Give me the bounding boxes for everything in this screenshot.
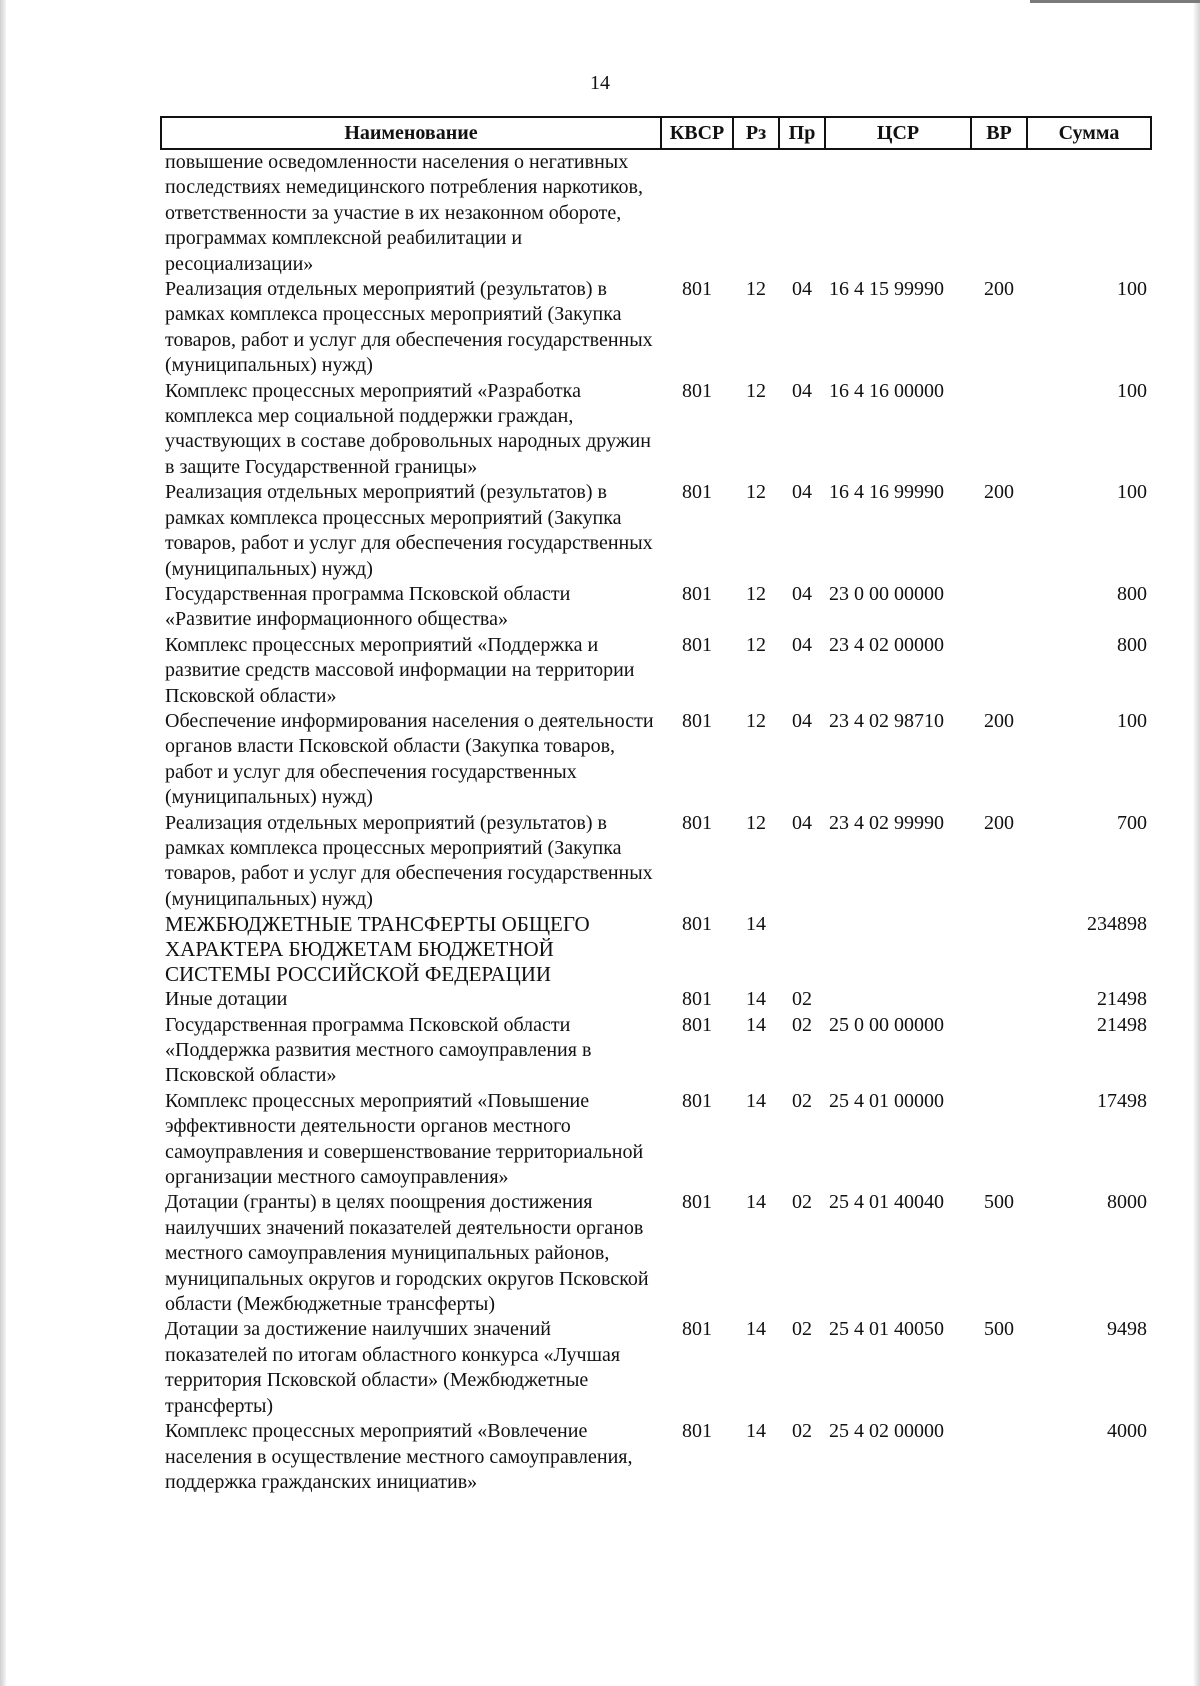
row-csr: 25 4 02 00000	[829, 1420, 944, 1443]
table-row	[161, 1190, 1151, 1317]
row-rz	[733, 149, 779, 277]
scan-edge-top	[1030, 0, 1200, 3]
budget-table	[160, 116, 1152, 1495]
row-vr	[971, 379, 1027, 481]
row-csr: 23 0 00 00000	[829, 582, 944, 605]
table-row	[161, 811, 1151, 913]
row-kvsr: 801	[682, 481, 712, 504]
scan-edge-right	[1194, 0, 1200, 1686]
row-csr: 25 0 00 00000	[829, 1013, 944, 1036]
row-pr: 02	[792, 1420, 812, 1443]
row-sum: 4000	[1107, 1420, 1147, 1443]
row-sum: 234898	[1087, 913, 1147, 936]
row-name: Комплекс процессных мероприятий «Разработка комплекса мер социальной поддержки граждан, участвующих в составе добровольных народных дружин в защите Государственной границы»	[165, 379, 651, 478]
row-rz: 12	[746, 481, 766, 504]
row-pr: 04	[792, 709, 812, 732]
row-pr	[779, 912, 825, 987]
table-row	[161, 987, 1151, 1012]
row-csr: 23 4 02 99990	[829, 811, 944, 834]
row-vr: 200	[984, 278, 1014, 301]
row-pr: 02	[792, 988, 812, 1011]
row-sum: 100	[1117, 481, 1147, 504]
row-rz: 12	[746, 278, 766, 301]
row-csr: 16 4 16 99990	[829, 481, 944, 504]
row-kvsr	[661, 149, 733, 277]
row-name: Реализация отдельных мероприятий (результатов) в рамках комплекса процессных мероприятий (Закупка товаров, работ и услуг для обеспечения государственных (муниципальных) нужд)	[165, 811, 653, 910]
row-sum: 100	[1117, 709, 1147, 732]
row-kvsr: 801	[682, 582, 712, 605]
row-sum: 9498	[1107, 1318, 1147, 1341]
table-row	[161, 379, 1151, 481]
header-kvsr: КВСР	[661, 117, 733, 149]
row-sum: 100	[1117, 278, 1147, 301]
row-kvsr: 801	[682, 1420, 712, 1443]
row-vr	[971, 582, 1027, 633]
row-vr: 500	[984, 1191, 1014, 1214]
header-vr: ВР	[971, 117, 1027, 149]
table-row	[161, 582, 1151, 633]
table-row	[161, 1013, 1151, 1089]
row-sum: 800	[1117, 582, 1147, 605]
row-vr: 200	[984, 709, 1014, 732]
row-csr	[825, 149, 971, 277]
table-row	[161, 1419, 1151, 1495]
row-vr	[971, 149, 1027, 277]
row-rz: 12	[746, 633, 766, 656]
row-csr: 25 4 01 00000	[829, 1089, 944, 1112]
row-rz: 14	[746, 1191, 766, 1214]
row-name: Комплекс процессных мероприятий «Вовлечение населения в осуществление местного самоуправления, поддержка гражданских инициатив»	[165, 1420, 633, 1493]
row-rz: 14	[746, 1420, 766, 1443]
header-sum: Сумма	[1027, 117, 1151, 149]
row-rz: 14	[746, 1013, 766, 1036]
row-kvsr: 801	[682, 633, 712, 656]
scan-edge-left	[0, 0, 6, 1686]
row-vr	[971, 912, 1027, 987]
row-name: Реализация отдельных мероприятий (результатов) в рамках комплекса процессных мероприятий (Закупка товаров, работ и услуг для обеспечения государственных (муниципальных) нужд)	[165, 278, 653, 377]
row-name: МЕЖБЮДЖЕТНЫЕ ТРАНСФЕРТЫ ОБЩЕГО ХАРАКТЕРА БЮДЖЕТАМ БЮДЖЕТНОЙ СИСТЕМЫ РОССИЙСКОЙ ФЕДЕРАЦИИ	[165, 912, 590, 987]
table-row	[161, 709, 1151, 811]
table-row	[161, 149, 1151, 277]
row-name: Дотации за достижение наилучших значений показателей по итогам областного конкурса «Лучшая территория Псковской области» (Межбюджетные трансферты)	[165, 1318, 621, 1417]
row-name: Комплекс процессных мероприятий «Поддержка и развитие средств массовой информации на территории Псковской области»	[165, 633, 635, 707]
row-vr	[971, 987, 1027, 1012]
row-kvsr: 801	[682, 1318, 712, 1341]
row-kvsr: 801	[682, 379, 712, 402]
row-name: Комплекс процессных мероприятий «Повышение эффективности деятельности органов местного самоуправления и совершенствование территориальной организации местного самоуправления»	[165, 1089, 644, 1189]
row-rz: 14	[746, 988, 766, 1011]
row-kvsr: 801	[682, 1013, 712, 1036]
row-csr: 23 4 02 98710	[829, 709, 944, 732]
header-pr: Пр	[779, 117, 825, 149]
row-rz: 14	[746, 1089, 766, 1112]
row-rz: 12	[746, 811, 766, 834]
row-pr: 02	[792, 1089, 812, 1112]
header-csr: ЦСР	[825, 117, 971, 149]
row-vr: 200	[984, 811, 1014, 834]
row-kvsr: 801	[682, 1191, 712, 1214]
table-row	[161, 277, 1151, 379]
table-row	[161, 633, 1151, 709]
row-vr	[971, 633, 1027, 709]
table-row	[161, 1089, 1151, 1191]
row-vr: 500	[984, 1318, 1014, 1341]
table-header-row	[161, 117, 1151, 149]
row-pr: 04	[792, 481, 812, 504]
row-kvsr: 801	[682, 709, 712, 732]
row-csr: 16 4 16 00000	[829, 379, 944, 402]
table-row	[161, 912, 1151, 987]
row-sum: 21498	[1097, 1013, 1147, 1036]
row-vr: 200	[984, 481, 1014, 504]
row-sum: 17498	[1097, 1089, 1147, 1112]
row-pr: 02	[792, 1318, 812, 1341]
row-pr: 04	[792, 811, 812, 834]
row-vr	[971, 1089, 1027, 1191]
row-pr: 04	[792, 278, 812, 301]
row-vr	[971, 1419, 1027, 1495]
row-pr	[779, 149, 825, 277]
row-kvsr: 801	[682, 988, 712, 1011]
table-row	[161, 1317, 1151, 1419]
row-name: Дотации (гранты) в целях поощрения достижения наилучших значений показателей деятельности органов местного самоуправления муниципальных районов, муниципальных округов и городских округов Псковской области (Межбюджетные трансферты)	[165, 1191, 649, 1316]
row-kvsr: 801	[682, 811, 712, 834]
row-sum: 800	[1117, 633, 1147, 656]
row-pr: 04	[792, 379, 812, 402]
row-csr: 25 4 01 40050	[829, 1318, 944, 1341]
row-csr: 25 4 01 40040	[829, 1191, 944, 1214]
row-sum	[1027, 149, 1151, 277]
row-name: повышение осведомленности населения о негативных последствиях немедицинского потребления наркотиков, ответственности за участие в их незаконном обороте, программах комплексной реабилитации и ресоциализации»	[165, 151, 643, 275]
row-kvsr: 801	[682, 913, 712, 936]
row-sum: 100	[1117, 379, 1147, 402]
row-pr: 02	[792, 1013, 812, 1036]
row-rz: 14	[746, 913, 766, 936]
row-rz: 12	[746, 379, 766, 402]
row-pr: 02	[792, 1191, 812, 1214]
row-sum: 8000	[1107, 1191, 1147, 1214]
row-name: Иные дотации	[165, 988, 288, 1011]
row-vr	[971, 1013, 1027, 1089]
row-csr	[825, 912, 971, 987]
header-name: Наименование	[161, 117, 661, 149]
row-csr	[825, 987, 971, 1012]
row-name: Реализация отдельных мероприятий (результатов) в рамках комплекса процессных мероприятий (Закупка товаров, работ и услуг для обеспечения государственных (муниципальных) нужд)	[165, 481, 653, 580]
row-name: Государственная программа Псковской области «Поддержка развития местного самоуправления в Псковской области»	[165, 1013, 592, 1087]
header-rz: Рз	[733, 117, 779, 149]
row-name: Обеспечение информирования населения о деятельности органов власти Псковской области (Закупка товаров, работ и услуг для обеспечения государственных (муниципальных) нужд)	[165, 709, 654, 809]
row-kvsr: 801	[682, 278, 712, 301]
row-rz: 12	[746, 582, 766, 605]
page-number: 14	[590, 72, 610, 94]
row-sum: 700	[1117, 811, 1147, 834]
row-kvsr: 801	[682, 1089, 712, 1112]
row-csr: 23 4 02 00000	[829, 633, 944, 656]
row-rz: 12	[746, 709, 766, 732]
table-row	[161, 480, 1151, 582]
row-csr: 16 4 15 99990	[829, 278, 944, 301]
row-sum: 21498	[1097, 988, 1147, 1011]
row-pr: 04	[792, 582, 812, 605]
row-name: Государственная программа Псковской области «Развитие информационного общества»	[165, 582, 571, 631]
row-pr: 04	[792, 633, 812, 656]
row-rz: 14	[746, 1318, 766, 1341]
